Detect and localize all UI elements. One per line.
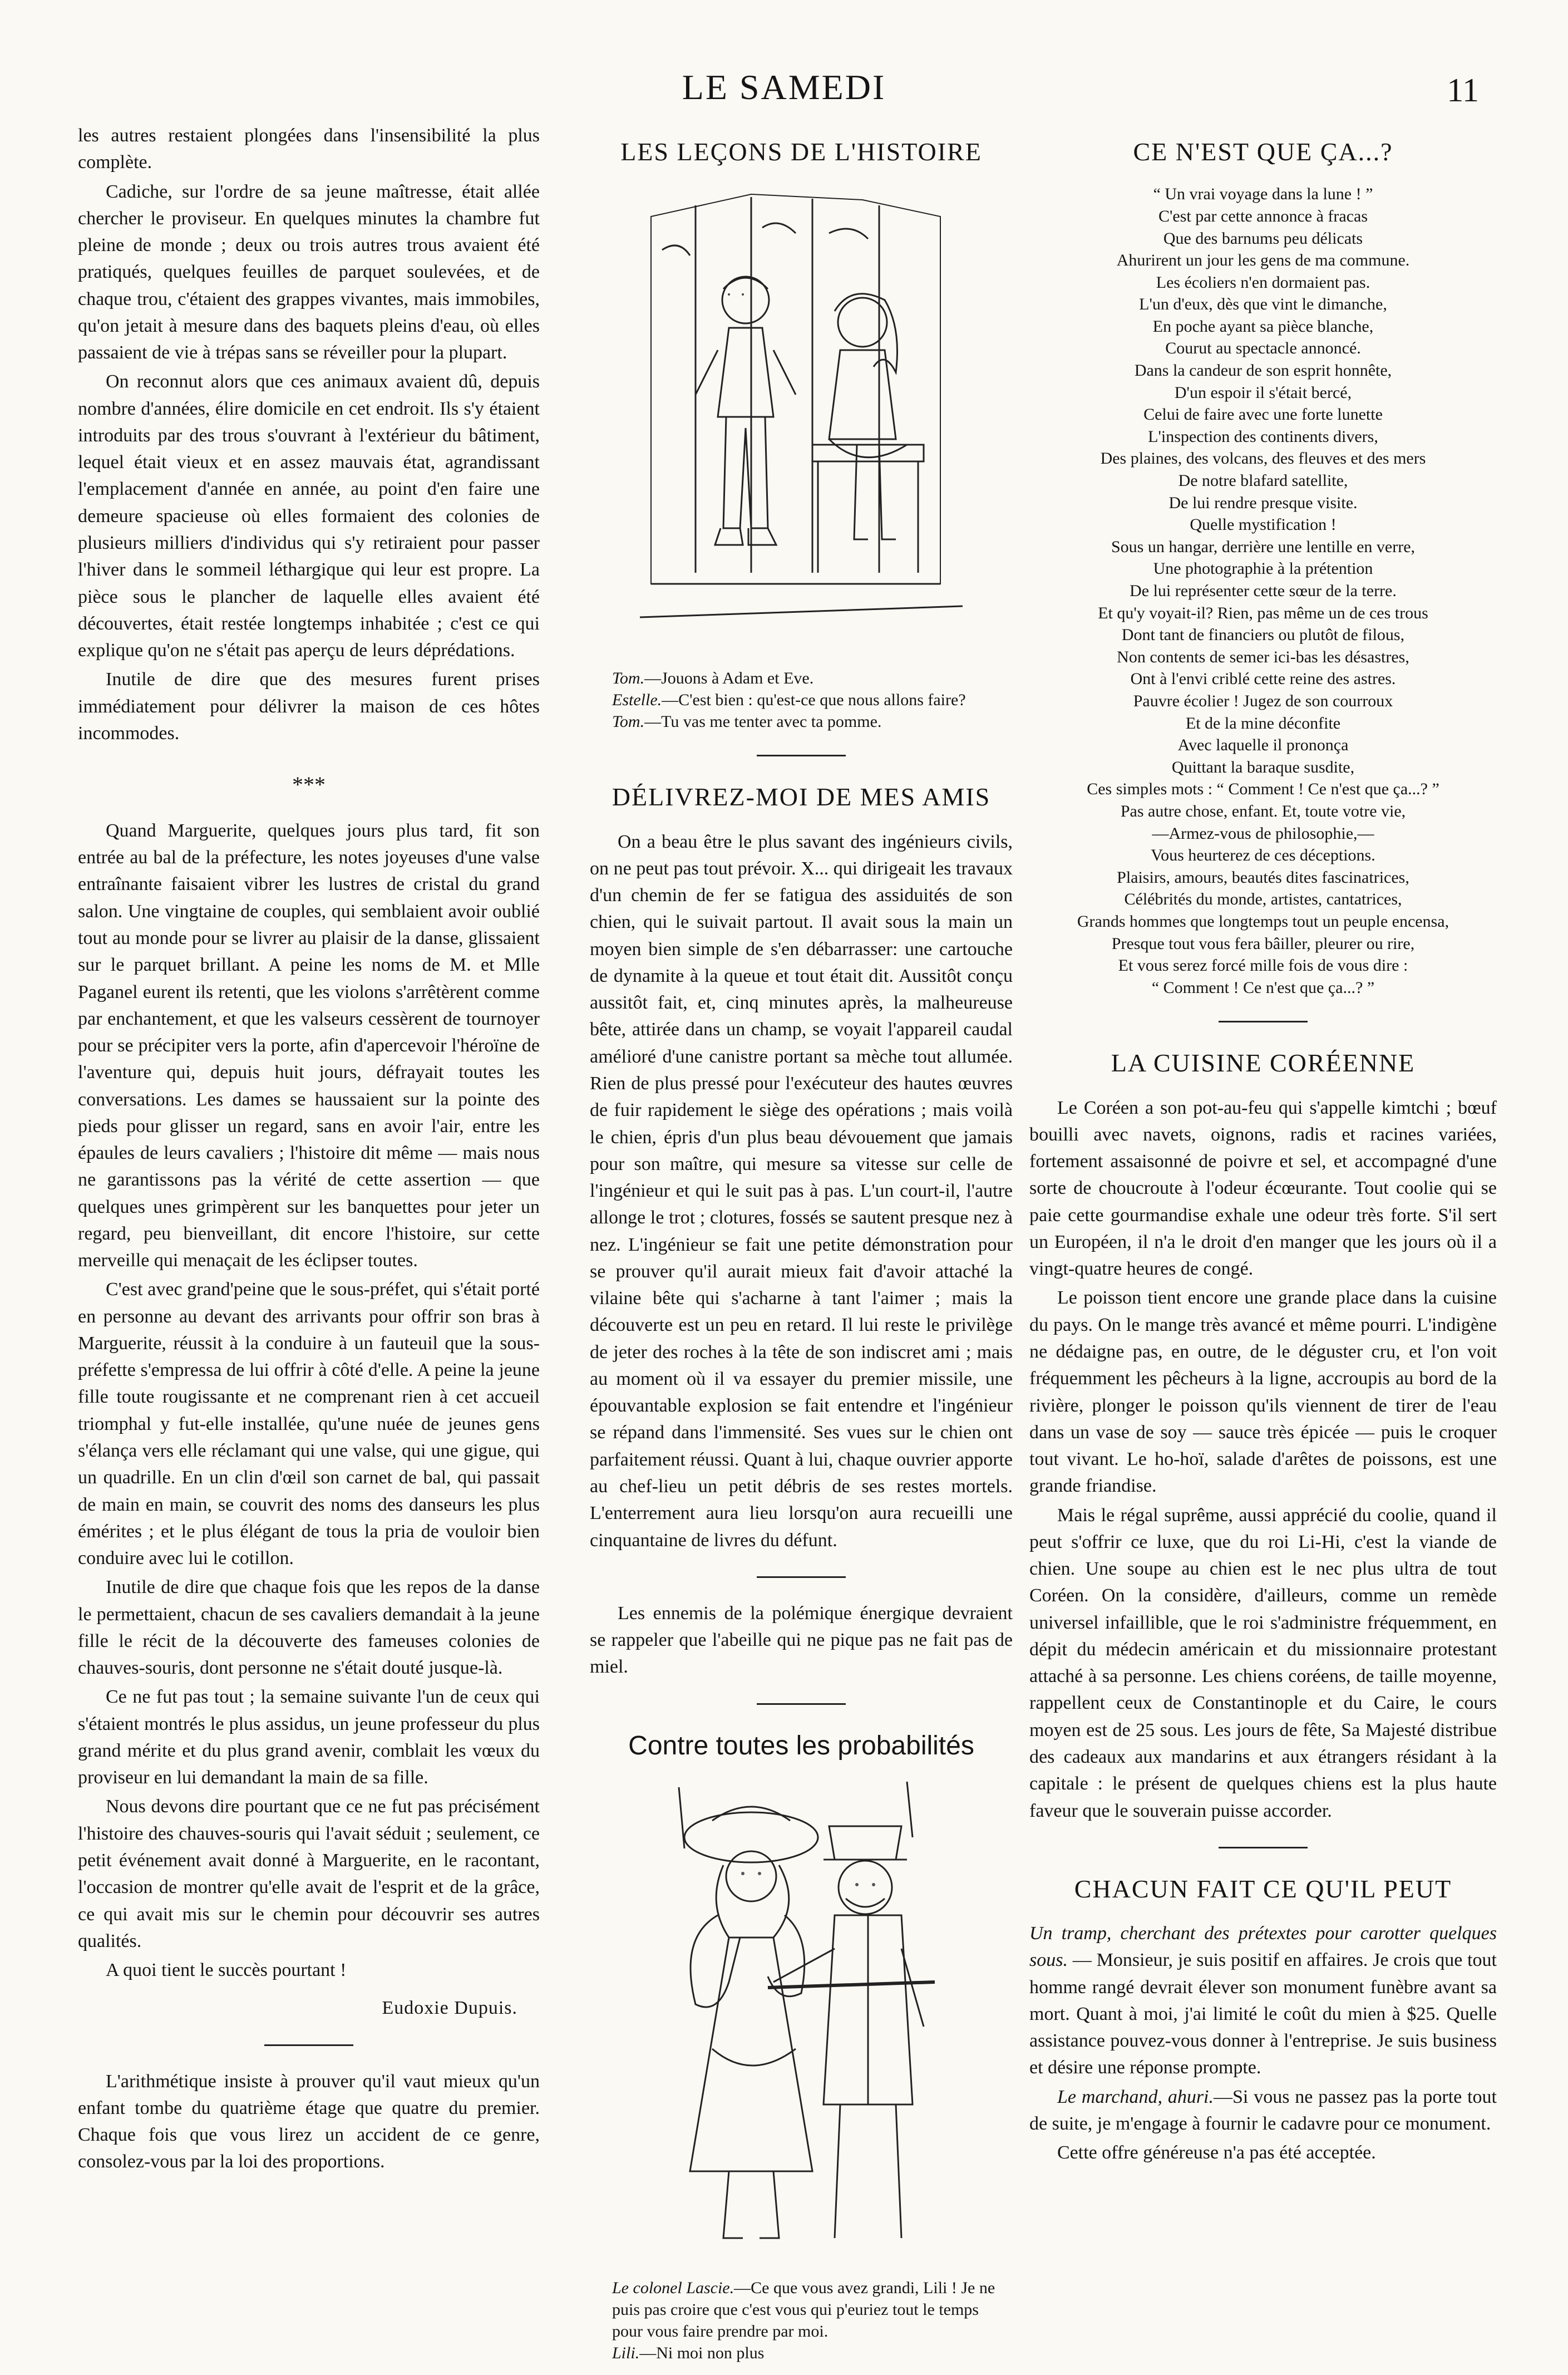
poem-line: Pauvre écolier ! Jugez de son courroux	[1133, 691, 1393, 710]
poem-line: En poche ayant sa pièce blanche,	[1152, 317, 1374, 336]
poem-line: Sous un hangar, derrière une lentille en verre,	[1111, 537, 1416, 556]
poem-line: Non contents de semer ici-bas les désastres,	[1117, 647, 1409, 666]
paragraph: Quand Marguerite, quelques jours plus tard, fit son entrée au bal de la préfecture, les notes joyeuses d'une valse entraînante faisaient vibrer les lustres de cristal du grand salon. Une vingtaine de couples, qui semblaient avoir oublié tout au monde pour se livrer au plaisir de la danse, glissaient sur le parquet brillant. A peine les noms de M. et Mlle Paganel eurent ils retenti, que les violons s'arrêtèrent comme par enchantement, et que les valseurs cessèrent de tournoyer pour se précipiter vers la porte, afin d'apercevoir l'héroïne de l'aventure qui, depuis huit jours, défrayait toutes les conversations. Les dames se haussaient sur la pointe des pieds pour glisser un regard, sans en avoir l'air, entre les épaules de leurs cavaliers ; l'histoire dit même — mais nous ne garantissons pas la vérité de cette assertion — que quelques unes grimpèrent sur les banquettes pour jeter un regard, peu bienveillant, dit encore l'histoire, sur cette merveille qui menaçait de les éclipser toutes.	[78, 820, 540, 1271]
poem-line: Grands hommes que longtemps tout un peuple encensa,	[1077, 912, 1449, 931]
caption-line: —C'est bien : qu'est-ce que nous allons faire?	[662, 691, 966, 710]
divider	[264, 2044, 353, 2046]
page-number: 11	[1447, 72, 1479, 109]
section-title: CE N'EST QUE ÇA...?	[1133, 137, 1393, 166]
poem-line: C'est par cette annonce à fracas	[1158, 206, 1368, 225]
poem-line: Dont tant de financiers ou plutôt de filous,	[1121, 626, 1405, 645]
divider	[757, 1703, 846, 1705]
paragraph: A quoi tient le succès pourtant !	[106, 1960, 347, 1981]
paragraph: Mais le régal suprême, aussi apprécié du coolie, quand il peut s'offrir ce luxe, que du roi Li-Hi, c'est la viande de chien. Une soupe au chien est le nec plus ultra de tout Coréen. On la considère, d'ailleurs, comme un remède universel infaillible, que le roi s'administre fréquemment, en dépit du médecin américain et du missionnaire protestant attaché à sa personne. Les chiens coréens, de taille moyenne, rappellent ceux de Constantinople et du Caire, le cours moyen est de 25 sous. Les jours de fête, Sa Majesté distribue des cadeaux aux mandarins et aux étrangers résidant à la capitale : le présent de quelques chiens est la plus haute faveur que le souverain puisse accorder.	[1029, 1504, 1497, 1821]
section-title: LA CUISINE CORÉENNE	[1111, 1049, 1416, 1078]
dialogue-text: — Monsieur, je suis positif en affaires. Je crois que tout homme rangé devrait élever son monument funèbre avant sa mort. Quant à moi, j'ai limité le coût du mien à $25. Quelle assistance pouvez-vous donner à l'entreprise. Je suis business et désire une réponse prompte.	[1029, 1950, 1497, 2078]
poem-line: Avec laquelle il prononça	[1177, 736, 1349, 755]
paragraph: Le poisson tient encore une grande place dans la cuisine du pays. On le mange très avancé et même pourri. L'indigène ne dédaigne pas, en outre, de le déguster cru, et l'on voit fréquemment les pêcheurs à la ligne, accroupis au bord de la rivière, plonger le poisson qu'ils viennent de tirer de l'eau dans un vase de soy — sauce très épicée — puis le croquer tout vivant. Le ho-hoï, salade d'arêtes de poissons, est une grande friandise.	[1029, 1287, 1497, 1497]
section-title: DÉLIVREZ-MOI DE MES AMIS	[612, 783, 991, 812]
poem-line: D'un espoir il s'était bercé,	[1174, 383, 1352, 402]
illustration-colonel	[645, 1771, 957, 2271]
dialogue-lead: Le marchand, ahuri.	[1057, 2086, 1214, 2107]
dialogue-text: —Si vous ne passez pas la porte tout de suite, je m'engage à fournir le cadavre pour ce monument.	[1029, 2086, 1497, 2134]
caption-line: —Tu vas me tenter avec ta pomme.	[644, 712, 882, 731]
column-middle	[590, 122, 1013, 2375]
paragraph: Inutile de dire que chaque fois que les repos de la danse le permettaient, chacun de ses cavaliers demandait à la jeune fille le récit de la découverte des fameuses colonies de chauves-souris, dont personne ne s'était douté jusque-là.	[78, 1577, 540, 1679]
poem-line: Celui de faire avec une forte lunette	[1143, 405, 1383, 424]
column-right	[1029, 122, 1497, 2169]
poem-line: Vous heurterez de ces déceptions.	[1151, 846, 1375, 865]
paragraph: Inutile de dire que des mesures furent prises immédiatement pour délivrer la maison de ces hôtes incommodes.	[78, 669, 540, 744]
divider	[757, 1576, 846, 1578]
section-title: Contre toutes les probabilités	[628, 1730, 974, 1761]
poem-line: Des plaines, des volcans, des fleuves et des mers	[1100, 449, 1426, 468]
paragraph: On reconnut alors que ces animaux avaient dû, depuis nombre d'années, élire domicile en cet endroit. Ils s'y étaient introduits par des trous s'ouvrant à l'extérieur du bâtiment, lequel était vieux et en assez mauvais état, agrandissant l'emplacement d'année en année, au point d'en faire une demeure spacieuse où elles formaient des colonies de plusieurs milliers d'individus qui s'y retiraient pour passer l'hiver dans le sommeil léthargique qui leur est propre. La pièce sous le plancher de laquelle elles avaient été découvertes, était restée longtemps inhabitée ; c'est ce qui explique qu'on ne s'était pas aperçu de leurs déprédations.	[78, 371, 540, 661]
paragraph: Cette offre généreuse n'a pas été acceptée.	[1057, 2142, 1376, 2163]
caption-line: —Ni moi non plus	[639, 2343, 765, 2362]
caption-speaker: Lili.	[612, 2343, 640, 2362]
paragraph: Le Coréen a son pot-au-feu qui s'appelle kimtchi ; bœuf bouilli avec navets, oignons, radis et racines variées, fortement assaisonné de poivre et sel, et accompagné d'une sorte de choucroute à l'odeur écœurante. Tout coolie qui se paie cette gourmandise exhale une odeur très forte. S'il sert un Européen, il n'a le droit d'en manger que les jours où il a vingt-quatre heures de congé.	[1029, 1097, 1497, 1280]
poem-line: “ Un vrai voyage dans la lune ! ”	[1153, 185, 1373, 204]
caption-speaker: Estelle.	[612, 691, 662, 710]
section-separator: ***	[292, 772, 326, 798]
paragraph	[1029, 2084, 1497, 2138]
section-title: CHACUN FAIT CE QU'IL PEUT	[1074, 1874, 1452, 1903]
column-left	[78, 122, 540, 2178]
poem-line: L'un d'eux, dès que vint le dimanche,	[1139, 295, 1387, 314]
newspaper-title: LE SAMEDI	[682, 67, 886, 107]
divider	[1219, 1021, 1308, 1022]
caption-speaker: Tom.	[612, 712, 645, 731]
poem-line: De notre blafard satellite,	[1178, 471, 1348, 490]
poem-line: “ Comment ! Ce n'est que ça...? ”	[1151, 978, 1375, 997]
poem-line: Quelle mystification !	[1190, 515, 1337, 534]
paragraph: les autres restaient plongées dans l'insensibilité la plus complète.	[78, 125, 540, 173]
paragraph: On a beau être le plus savant des ingénieurs civils, on ne peut pas tout prévoir. X... qui dirigeait les travaux d'un chemin de fer se fatigua des assiduités de son chien, qui le suivait partout. Il avait sous la main un moyen bien simple de s'en débarrasser: une cartouche de dynamite à la queue et tout était dit. Aussitôt conçu aussitôt fait, et, cinq minutes après, la malheureuse bête, attirée dans un champ, se voyait l'appareil caudal amélioré d'une canistre portant sa mèche tout allumée. Rien de plus pressé pour l'exécuteur des hautes œuvres de fuir rapidement le siège des opérations ; mais voilà le chien, épris d'un plus beau dévouement que jamais pour son maître, qui mesure sa vitesse sur celle de l'ingénieur et qui le suit pas à pas. L'un court-il, l'autre allonge le trot ; clotures, fossés se sautent presque nez à nez. L'ingénieur se fait une petite démonstration pour se prouver qu'il aurait mieux fait d'avoir attaché la vilaine bête qui s'acharne à tant l'aimer ; mais la découverte est un peu en retard. Il lui reste le privilège de jeter des roches à la tête de son indiscret ami ; mais au moment où il va essayer du premier missile, une épouvantable explosion se fait entendre et l'ingénieur se répand dans l'immensité. Ses vues sur le chien ont parfaitement réussi. Quant à lui, chaque ouvrier apporte au chef-lieu un petit débris de ses restes mortels. L'enterrement aura lieu lorsqu'on aura recueilli une cinquantaine de livres du défunt.	[590, 831, 1013, 1551]
section-title: LES LEÇONS DE L'HISTOIRE	[620, 137, 982, 166]
paragraph: Les ennemis de la polémique énergique devraient se rappeler que l'abeille qui ne pique pas ne fait pas de miel.	[590, 1602, 1013, 1678]
poem-line: Dans la candeur de son esprit honnête,	[1134, 361, 1392, 380]
poem-line: Quittant la baraque susdite,	[1171, 758, 1355, 776]
poem-line: Pas autre chose, enfant. Et, toute votre vie,	[1120, 801, 1406, 820]
illustration-caption	[612, 2277, 1013, 2364]
caption-line: —Ce que vous avez grandi, Lili ! Je ne puis pas croire que c'est vous qui p'euriez tout le temps pour vous faire prendre par moi.	[612, 2278, 995, 2340]
poem-line: Courut au spectacle annoncé.	[1165, 339, 1361, 358]
poem-line: Presque tout vous fera bâiller, pleurer ou rire,	[1111, 934, 1415, 953]
poem-line: Plaisirs, amours, beautés dites fascinatrices,	[1117, 868, 1409, 887]
poem-line: Que des barnums peu délicats	[1163, 229, 1363, 248]
divider	[757, 755, 846, 756]
poem-line: Célébrités du monde, artistes, cantatrices,	[1124, 890, 1402, 909]
paragraph: L'arithmétique insiste à prouver qu'il vaut mieux qu'un enfant tombe du quatrième étage que quatre du premier. Chaque fois que vous lirez un accident de ce genre, consolez-vous par la loi des proportions.	[78, 2071, 540, 2172]
divider	[1219, 1847, 1308, 1848]
poem-line: Et de la mine déconfite	[1185, 714, 1341, 732]
poem-line: Une photographie à la prétention	[1153, 559, 1373, 578]
caption-speaker: Le colonel Lascie.	[612, 2278, 734, 2297]
paragraph: Cadiche, sur l'ordre de sa jeune maîtresse, était allée chercher le proviseur. En quelques minutes la chambre fut pleine de monde ; deux ou trois autres trous avaient été pratiqués, quelques feuilles de parquet soulevées, et de chaque trou, c'étaient des grappes vivantes, mais immobiles, qu'on jetait à mesure dans des baquets pleins d'eau, où elles passaient de vie à trépas sans se réveiller pour la plupart.	[78, 181, 540, 363]
poem-line: Ont à l'envi criblé cette reine des astres.	[1130, 670, 1396, 689]
poem-line: Ahurirent un jour les gens de ma commune.	[1116, 251, 1410, 270]
illustration-children	[629, 183, 974, 662]
caption-line: —Jouons à Adam et Eve.	[644, 669, 814, 688]
poem	[1029, 183, 1497, 999]
caption-speaker: Tom.	[612, 669, 645, 688]
poem-line: L'inspection des continents divers,	[1148, 427, 1378, 446]
poem-line: De lui rendre presque visite.	[1168, 493, 1358, 512]
author-signature: Eudoxie Dupuis.	[382, 1998, 517, 2019]
poem-line: Ces simples mots : “ Comment ! Ce n'est que ça...? ”	[1087, 780, 1439, 799]
dialogue-lead: Un tramp, cherchant des prétextes pour carotter quelques sous.	[1029, 1923, 1497, 1971]
poem-line: —Armez-vous de philosophie,—	[1152, 824, 1374, 843]
paragraph: Nous devons dire pourtant que ce ne fut pas précisément l'histoire des chauves-souris qui l'avait séduit ; seulement, ce petit événement avait donné à Marguerite, en le racontant, l'occasion de montrer qu'elle avait de l'esprit et de la grâce, ce qui avait mis sur le chemin pour découvrir ses autres qualités.	[78, 1796, 540, 1951]
poem-line: Et qu'y voyait-il? Rien, pas même un de ces trous	[1098, 603, 1428, 622]
poem-line: Et vous serez forcé mille fois de vous dire :	[1118, 956, 1408, 975]
illustration-caption	[612, 667, 1013, 732]
paragraph: Ce ne fut pas tout ; la semaine suivante l'un de ceux qui s'étaient montrés le plus assidus, un jeune professeur du plus grand mérite et du plus grand avenir, comblait les vœux du proviseur en lui demandant la main de sa fille.	[78, 1686, 540, 1788]
poem-line: De lui représenter cette sœur de la terre.	[1130, 582, 1397, 600]
poem-line: Les écoliers n'en dormaient pas.	[1156, 273, 1370, 292]
paragraph: C'est avec grand'peine que le sous-préfet, qui s'était porté en personne au devant des arrivants pour offrir son bras à Marguerite, réussit à la conduire à un fauteuil que la sous-préfette s'empressa de lui offrir à côté d'elle. A peine la jeune fille toute rougissante et ne comprenant rien à cet accueil triomphal y fut-elle installée, qu'une nuée de jeunes gens s'élança vers elle réclamant qui une valse, qui une gigue, qui un quadrille. En un clin d'œil son carnet de bal, qui passait de main en main, se couvrit des noms des danseurs les plus émérites ; et le plus élégant de tous la pria de vouloir bien conduire avec lui le cotillon.	[78, 1279, 540, 1569]
paragraph	[1029, 1920, 1497, 2082]
